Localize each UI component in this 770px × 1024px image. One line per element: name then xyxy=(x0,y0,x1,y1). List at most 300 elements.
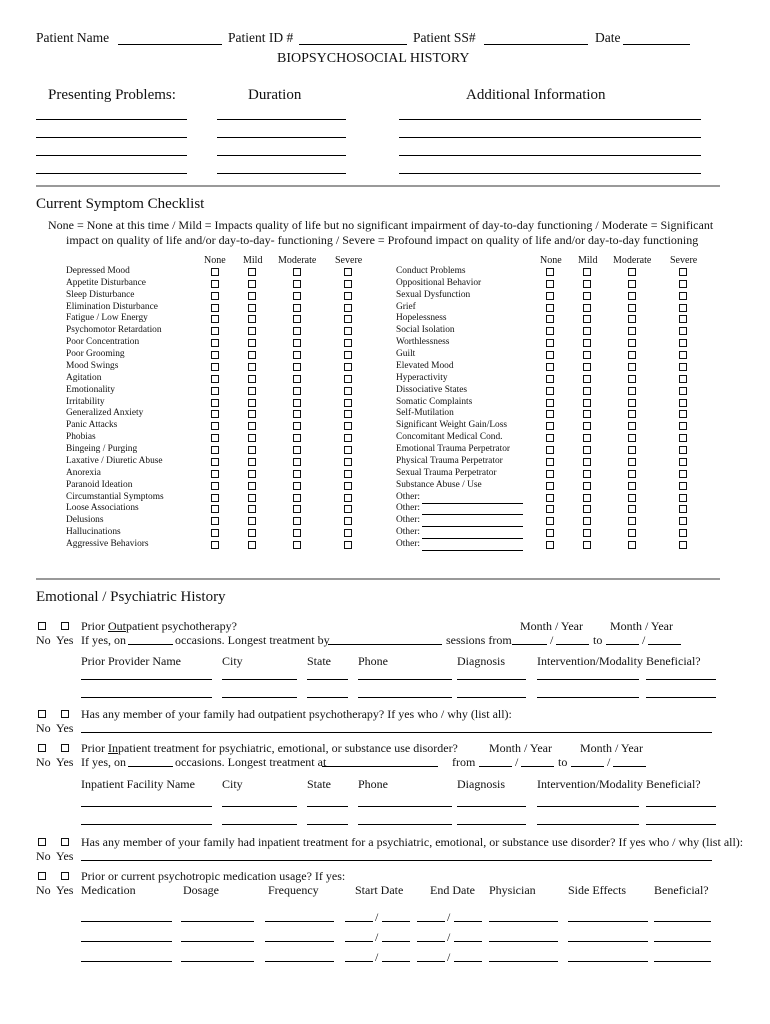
right-mild-checkbox[interactable] xyxy=(583,458,591,466)
left-mild-checkbox[interactable] xyxy=(248,529,256,537)
inpatient-cell-field[interactable] xyxy=(81,806,212,807)
left-mild-checkbox[interactable] xyxy=(248,541,256,549)
right-mild-checkbox[interactable] xyxy=(583,280,591,288)
end-month-field[interactable] xyxy=(417,961,445,962)
duration-line-2[interactable] xyxy=(217,137,346,138)
duration-line-4[interactable] xyxy=(217,173,346,174)
right-severe-checkbox[interactable] xyxy=(679,494,687,502)
left-moderate-checkbox[interactable] xyxy=(293,529,301,537)
medication-cell-field[interactable] xyxy=(654,921,711,922)
left-mild-checkbox[interactable] xyxy=(248,315,256,323)
outpatient-to-month-field[interactable] xyxy=(606,644,639,645)
left-none-checkbox[interactable] xyxy=(211,422,219,430)
right-moderate-checkbox[interactable] xyxy=(628,458,636,466)
inpatient-occasions-field[interactable] xyxy=(128,766,173,767)
duration-line-1[interactable] xyxy=(217,119,346,120)
left-moderate-checkbox[interactable] xyxy=(293,327,301,335)
right-mild-checkbox[interactable] xyxy=(583,327,591,335)
left-mild-checkbox[interactable] xyxy=(248,268,256,276)
outpatient-cell-field[interactable] xyxy=(307,679,348,680)
right-none-checkbox[interactable] xyxy=(546,351,554,359)
left-moderate-checkbox[interactable] xyxy=(293,446,301,454)
inpatient-cell-field[interactable] xyxy=(358,824,452,825)
left-moderate-checkbox[interactable] xyxy=(293,422,301,430)
right-none-checkbox[interactable] xyxy=(546,422,554,430)
left-severe-checkbox[interactable] xyxy=(344,339,352,347)
additional-info-line-3[interactable] xyxy=(399,155,701,156)
right-severe-checkbox[interactable] xyxy=(679,399,687,407)
left-mild-checkbox[interactable] xyxy=(248,458,256,466)
outpatient-cell-field[interactable] xyxy=(358,697,452,698)
left-moderate-checkbox[interactable] xyxy=(293,292,301,300)
other-symptom-field[interactable] xyxy=(422,503,523,504)
medication-cell-field[interactable] xyxy=(654,941,711,942)
left-severe-checkbox[interactable] xyxy=(344,505,352,513)
left-severe-checkbox[interactable] xyxy=(344,375,352,383)
right-mild-checkbox[interactable] xyxy=(583,434,591,442)
outpatient-cell-field[interactable] xyxy=(457,679,526,680)
inpatient-cell-field[interactable] xyxy=(457,806,526,807)
right-moderate-checkbox[interactable] xyxy=(628,327,636,335)
additional-info-line-2[interactable] xyxy=(399,137,701,138)
left-mild-checkbox[interactable] xyxy=(248,494,256,502)
right-none-checkbox[interactable] xyxy=(546,292,554,300)
other-symptom-field[interactable] xyxy=(422,538,523,539)
right-severe-checkbox[interactable] xyxy=(679,434,687,442)
left-moderate-checkbox[interactable] xyxy=(293,280,301,288)
left-severe-checkbox[interactable] xyxy=(344,434,352,442)
outpatient-occasions-field[interactable] xyxy=(128,644,173,645)
right-mild-checkbox[interactable] xyxy=(583,422,591,430)
medication-cell-field[interactable] xyxy=(568,941,648,942)
end-year-field[interactable] xyxy=(454,941,482,942)
left-mild-checkbox[interactable] xyxy=(248,351,256,359)
left-none-checkbox[interactable] xyxy=(211,458,219,466)
left-moderate-checkbox[interactable] xyxy=(293,517,301,525)
right-mild-checkbox[interactable] xyxy=(583,304,591,312)
right-severe-checkbox[interactable] xyxy=(679,458,687,466)
left-none-checkbox[interactable] xyxy=(211,517,219,525)
right-mild-checkbox[interactable] xyxy=(583,375,591,383)
inpatient-longest-field[interactable] xyxy=(322,766,438,767)
right-severe-checkbox[interactable] xyxy=(679,327,687,335)
right-none-checkbox[interactable] xyxy=(546,482,554,490)
medication-cell-field[interactable] xyxy=(265,941,334,942)
outpatient-cell-field[interactable] xyxy=(646,679,716,680)
medication-cell-field[interactable] xyxy=(654,961,711,962)
left-none-checkbox[interactable] xyxy=(211,268,219,276)
right-none-checkbox[interactable] xyxy=(546,363,554,371)
left-moderate-checkbox[interactable] xyxy=(293,339,301,347)
left-none-checkbox[interactable] xyxy=(211,505,219,513)
right-none-checkbox[interactable] xyxy=(546,494,554,502)
left-none-checkbox[interactable] xyxy=(211,280,219,288)
medication-cell-field[interactable] xyxy=(181,921,254,922)
left-none-checkbox[interactable] xyxy=(211,410,219,418)
family-inpatient-answer-field[interactable] xyxy=(81,860,712,861)
left-mild-checkbox[interactable] xyxy=(248,387,256,395)
inpatient-cell-field[interactable] xyxy=(537,824,639,825)
left-severe-checkbox[interactable] xyxy=(344,541,352,549)
outpatient-yes-checkbox[interactable] xyxy=(61,622,69,630)
right-none-checkbox[interactable] xyxy=(546,446,554,454)
right-moderate-checkbox[interactable] xyxy=(628,315,636,323)
duration-label: Duration xyxy=(248,87,302,103)
left-mild-checkbox[interactable] xyxy=(248,399,256,407)
inpatient-yes-checkbox[interactable] xyxy=(61,744,69,752)
inpatient-cell-field[interactable] xyxy=(81,824,212,825)
left-none-checkbox[interactable] xyxy=(211,541,219,549)
left-severe-checkbox[interactable] xyxy=(344,470,352,478)
start-year-field[interactable] xyxy=(382,961,410,962)
left-none-checkbox[interactable] xyxy=(211,387,219,395)
left-severe-checkbox[interactable] xyxy=(344,268,352,276)
family-outpatient-no-checkbox[interactable] xyxy=(38,710,46,718)
left-none-checkbox[interactable] xyxy=(211,292,219,300)
outpatient-from-month-field[interactable] xyxy=(512,644,547,645)
right-mild-checkbox[interactable] xyxy=(583,470,591,478)
outpatient-cell-field[interactable] xyxy=(222,697,297,698)
right-severe-checkbox[interactable] xyxy=(679,351,687,359)
right-mild-checkbox[interactable] xyxy=(583,363,591,371)
left-severe-checkbox[interactable] xyxy=(344,482,352,490)
right-mild-checkbox[interactable] xyxy=(583,399,591,407)
right-severe-checkbox[interactable] xyxy=(679,422,687,430)
right-mild-checkbox[interactable] xyxy=(583,529,591,537)
problem-line-2[interactable] xyxy=(36,137,187,138)
right-moderate-checkbox[interactable] xyxy=(628,280,636,288)
family-outpatient-answer-field[interactable] xyxy=(81,732,712,733)
left-moderate-checkbox[interactable] xyxy=(293,458,301,466)
end-year-field[interactable] xyxy=(454,921,482,922)
left-moderate-checkbox[interactable] xyxy=(293,375,301,383)
left-none-checkbox[interactable] xyxy=(211,315,219,323)
right-moderate-checkbox[interactable] xyxy=(628,494,636,502)
inpatient-cell-field[interactable] xyxy=(646,806,716,807)
right-none-checkbox[interactable] xyxy=(546,387,554,395)
left-symptom-label: Poor Concentration xyxy=(66,337,140,348)
outpatient-cell-field[interactable] xyxy=(457,697,526,698)
left-mild-checkbox[interactable] xyxy=(248,434,256,442)
family-inpatient-no-checkbox[interactable] xyxy=(38,838,46,846)
left-none-checkbox[interactable] xyxy=(211,446,219,454)
left-mild-checkbox[interactable] xyxy=(248,304,256,312)
right-severe-checkbox[interactable] xyxy=(679,529,687,537)
outpatient-no-checkbox[interactable] xyxy=(38,622,46,630)
left-none-checkbox[interactable] xyxy=(211,470,219,478)
left-moderate-checkbox[interactable] xyxy=(293,304,301,312)
left-mild-checkbox[interactable] xyxy=(248,470,256,478)
left-mild-checkbox[interactable] xyxy=(248,482,256,490)
right-moderate-checkbox[interactable] xyxy=(628,304,636,312)
outpatient-cell-field[interactable] xyxy=(358,679,452,680)
inpatient-to-year-field[interactable] xyxy=(613,766,646,767)
medication-cell-field[interactable] xyxy=(81,921,172,922)
right-severe-checkbox[interactable] xyxy=(679,517,687,525)
left-severe-checkbox[interactable] xyxy=(344,315,352,323)
left-none-checkbox[interactable] xyxy=(211,327,219,335)
right-none-checkbox[interactable] xyxy=(546,434,554,442)
right-severe-checkbox[interactable] xyxy=(679,304,687,312)
outpatient-cell-field[interactable] xyxy=(646,697,716,698)
right-none-checkbox[interactable] xyxy=(546,315,554,323)
right-mild-checkbox[interactable] xyxy=(583,482,591,490)
left-mild-checkbox[interactable] xyxy=(248,517,256,525)
left-moderate-checkbox[interactable] xyxy=(293,363,301,371)
medication-cell-field[interactable] xyxy=(489,921,558,922)
medication-cell-field[interactable] xyxy=(568,961,648,962)
right-none-checkbox[interactable] xyxy=(546,505,554,513)
right-severe-checkbox[interactable] xyxy=(679,375,687,383)
outpatient-cell-field[interactable] xyxy=(537,697,639,698)
left-mild-checkbox[interactable] xyxy=(248,505,256,513)
inpatient-from-month-field[interactable] xyxy=(479,766,512,767)
right-moderate-checkbox[interactable] xyxy=(628,410,636,418)
right-moderate-checkbox[interactable] xyxy=(628,529,636,537)
right-severe-checkbox[interactable] xyxy=(679,363,687,371)
left-moderate-checkbox[interactable] xyxy=(293,482,301,490)
right-mild-checkbox[interactable] xyxy=(583,505,591,513)
outpatient-from-year-field[interactable] xyxy=(556,644,589,645)
start-month-field[interactable] xyxy=(345,921,373,922)
end-month-field[interactable] xyxy=(417,941,445,942)
right-severe-checkbox[interactable] xyxy=(679,446,687,454)
medication-cell-field[interactable] xyxy=(489,941,558,942)
right-severe-checkbox[interactable] xyxy=(679,268,687,276)
right-moderate-checkbox[interactable] xyxy=(628,517,636,525)
right-moderate-checkbox[interactable] xyxy=(628,292,636,300)
right-moderate-checkbox[interactable] xyxy=(628,399,636,407)
outpatient-cell-field[interactable] xyxy=(307,697,348,698)
right-moderate-checkbox[interactable] xyxy=(628,339,636,347)
outpatient-cell-field[interactable] xyxy=(81,679,212,680)
right-severe-checkbox[interactable] xyxy=(679,541,687,549)
right-none-checkbox[interactable] xyxy=(546,517,554,525)
right-none-checkbox[interactable] xyxy=(546,268,554,276)
outpatient-longest-field[interactable] xyxy=(328,644,442,645)
inpatient-no-checkbox[interactable] xyxy=(38,744,46,752)
left-moderate-checkbox[interactable] xyxy=(293,315,301,323)
medication-cell-field[interactable] xyxy=(81,961,172,962)
left-severe-checkbox[interactable] xyxy=(344,446,352,454)
right-moderate-checkbox[interactable] xyxy=(628,446,636,454)
right-none-checkbox[interactable] xyxy=(546,458,554,466)
left-mild-checkbox[interactable] xyxy=(248,410,256,418)
right-none-checkbox[interactable] xyxy=(546,375,554,383)
left-moderate-checkbox[interactable] xyxy=(293,351,301,359)
right-mild-checkbox[interactable] xyxy=(583,446,591,454)
right-severe-checkbox[interactable] xyxy=(679,505,687,513)
left-moderate-checkbox[interactable] xyxy=(293,387,301,395)
inpatient-cell-field[interactable] xyxy=(358,806,452,807)
left-moderate-checkbox[interactable] xyxy=(293,470,301,478)
left-moderate-checkbox[interactable] xyxy=(293,494,301,502)
inpatient-cell-field[interactable] xyxy=(646,824,716,825)
right-moderate-checkbox[interactable] xyxy=(628,541,636,549)
right-mild-checkbox[interactable] xyxy=(583,292,591,300)
left-none-checkbox[interactable] xyxy=(211,482,219,490)
left-mild-checkbox[interactable] xyxy=(248,375,256,383)
right-severe-checkbox[interactable] xyxy=(679,339,687,347)
medication-no-checkbox[interactable] xyxy=(38,872,46,880)
medication-yes-checkbox[interactable] xyxy=(61,872,69,880)
left-symptom-label: Poor Grooming xyxy=(66,349,125,360)
left-mild-checkbox[interactable] xyxy=(248,422,256,430)
left-severe-checkbox[interactable] xyxy=(344,410,352,418)
right-none-checkbox[interactable] xyxy=(546,399,554,407)
other-symptom-field[interactable] xyxy=(422,526,523,527)
left-severe-checkbox[interactable] xyxy=(344,387,352,395)
inpatient-cell-field[interactable] xyxy=(222,806,297,807)
medication-col-end-date: End Date xyxy=(430,883,475,897)
problem-line-4[interactable] xyxy=(36,173,187,174)
left-severe-checkbox[interactable] xyxy=(344,517,352,525)
left-mild-checkbox[interactable] xyxy=(248,280,256,288)
left-mild-checkbox[interactable] xyxy=(248,363,256,371)
start-month-field[interactable] xyxy=(345,941,373,942)
problem-line-1[interactable] xyxy=(36,119,187,120)
inpatient-cell-field[interactable] xyxy=(307,806,348,807)
right-mild-checkbox[interactable] xyxy=(583,517,591,525)
problem-line-3[interactable] xyxy=(36,155,187,156)
inpatient-to-month-field[interactable] xyxy=(571,766,604,767)
left-none-checkbox[interactable] xyxy=(211,351,219,359)
right-none-checkbox[interactable] xyxy=(546,280,554,288)
left-severe-checkbox[interactable] xyxy=(344,292,352,300)
right-mild-checkbox[interactable] xyxy=(583,494,591,502)
right-moderate-checkbox[interactable] xyxy=(628,470,636,478)
left-none-checkbox[interactable] xyxy=(211,399,219,407)
left-none-checkbox[interactable] xyxy=(211,363,219,371)
start-year-field[interactable] xyxy=(382,941,410,942)
other-symptom-field[interactable] xyxy=(422,550,523,551)
patient-name-field[interactable] xyxy=(118,44,222,45)
left-moderate-checkbox[interactable] xyxy=(293,410,301,418)
left-severe-checkbox[interactable] xyxy=(344,304,352,312)
right-severe-checkbox[interactable] xyxy=(679,482,687,490)
inpatient-cell-field[interactable] xyxy=(537,806,639,807)
outpatient-to-year-field[interactable] xyxy=(648,644,681,645)
left-severe-checkbox[interactable] xyxy=(344,458,352,466)
left-moderate-checkbox[interactable] xyxy=(293,434,301,442)
right-severe-checkbox[interactable] xyxy=(679,410,687,418)
right-none-checkbox[interactable] xyxy=(546,470,554,478)
right-moderate-checkbox[interactable] xyxy=(628,375,636,383)
right-severe-checkbox[interactable] xyxy=(679,470,687,478)
right-mild-checkbox[interactable] xyxy=(583,410,591,418)
medication-cell-field[interactable] xyxy=(265,921,334,922)
right-moderate-checkbox[interactable] xyxy=(628,351,636,359)
right-moderate-checkbox[interactable] xyxy=(628,482,636,490)
right-none-checkbox[interactable] xyxy=(546,304,554,312)
left-severe-checkbox[interactable] xyxy=(344,494,352,502)
right-moderate-checkbox[interactable] xyxy=(628,434,636,442)
left-mild-checkbox[interactable] xyxy=(248,327,256,335)
right-moderate-checkbox[interactable] xyxy=(628,268,636,276)
medication-cell-field[interactable] xyxy=(265,961,334,962)
start-year-field[interactable] xyxy=(382,921,410,922)
outpatient-cell-field[interactable] xyxy=(537,679,639,680)
inpatient-from-year-field[interactable] xyxy=(521,766,554,767)
right-severe-checkbox[interactable] xyxy=(679,315,687,323)
left-none-checkbox[interactable] xyxy=(211,434,219,442)
left-severe-checkbox[interactable] xyxy=(344,422,352,430)
medication-cell-field[interactable] xyxy=(568,921,648,922)
left-none-checkbox[interactable] xyxy=(211,304,219,312)
duration-line-3[interactable] xyxy=(217,155,346,156)
right-none-checkbox[interactable] xyxy=(546,327,554,335)
right-moderate-checkbox[interactable] xyxy=(628,387,636,395)
left-mild-checkbox[interactable] xyxy=(248,339,256,347)
right-mild-checkbox[interactable] xyxy=(583,268,591,276)
family-outpatient-yes-checkbox[interactable] xyxy=(61,710,69,718)
other-symptom-field[interactable] xyxy=(422,514,523,515)
left-moderate-checkbox[interactable] xyxy=(293,541,301,549)
left-moderate-checkbox[interactable] xyxy=(293,399,301,407)
left-severe-checkbox[interactable] xyxy=(344,363,352,371)
left-severe-checkbox[interactable] xyxy=(344,399,352,407)
left-severe-checkbox[interactable] xyxy=(344,327,352,335)
medication-cell-field[interactable] xyxy=(81,941,172,942)
left-moderate-checkbox[interactable] xyxy=(293,268,301,276)
medication-cell-field[interactable] xyxy=(181,941,254,942)
right-none-checkbox[interactable] xyxy=(546,410,554,418)
right-moderate-checkbox[interactable] xyxy=(628,363,636,371)
right-severe-checkbox[interactable] xyxy=(679,292,687,300)
right-mild-checkbox[interactable] xyxy=(583,541,591,549)
left-none-checkbox[interactable] xyxy=(211,339,219,347)
additional-info-line-1[interactable] xyxy=(399,119,701,120)
right-none-checkbox[interactable] xyxy=(546,529,554,537)
left-none-checkbox[interactable] xyxy=(211,494,219,502)
end-year-field[interactable] xyxy=(454,961,482,962)
right-moderate-checkbox[interactable] xyxy=(628,505,636,513)
right-severe-checkbox[interactable] xyxy=(679,387,687,395)
left-mild-checkbox[interactable] xyxy=(248,292,256,300)
date-field[interactable] xyxy=(623,44,690,45)
right-mild-checkbox[interactable] xyxy=(583,315,591,323)
right-mild-checkbox[interactable] xyxy=(583,339,591,347)
left-severe-checkbox[interactable] xyxy=(344,280,352,288)
family-inpatient-question: Has any member of your family had inpatient treatment for a psychiatric, emotional, or substance use disorder? If yes who / why (list all): xyxy=(81,835,744,849)
left-mild-checkbox[interactable] xyxy=(248,446,256,454)
left-severe-checkbox[interactable] xyxy=(344,351,352,359)
medication-cell-field[interactable] xyxy=(181,961,254,962)
inpatient-cell-field[interactable] xyxy=(307,824,348,825)
inpatient-cell-field[interactable] xyxy=(457,824,526,825)
medication-cell-field[interactable] xyxy=(489,961,558,962)
right-severe-checkbox[interactable] xyxy=(679,280,687,288)
left-none-checkbox[interactable] xyxy=(211,529,219,537)
outpatient-cell-field[interactable] xyxy=(81,697,212,698)
right-mild-checkbox[interactable] xyxy=(583,387,591,395)
patient-ss-field[interactable] xyxy=(484,44,588,45)
inpatient-cell-field[interactable] xyxy=(222,824,297,825)
left-severe-checkbox[interactable] xyxy=(344,529,352,537)
outpatient-cell-field[interactable] xyxy=(222,679,297,680)
family-inpatient-yes-checkbox[interactable] xyxy=(61,838,69,846)
right-none-checkbox[interactable] xyxy=(546,541,554,549)
right-none-checkbox[interactable] xyxy=(546,339,554,347)
right-moderate-checkbox[interactable] xyxy=(628,422,636,430)
additional-info-line-4[interactable] xyxy=(399,173,701,174)
start-month-field[interactable] xyxy=(345,961,373,962)
patient-id-field[interactable] xyxy=(299,44,407,45)
end-month-field[interactable] xyxy=(417,921,445,922)
left-none-checkbox[interactable] xyxy=(211,375,219,383)
left-moderate-checkbox[interactable] xyxy=(293,505,301,513)
right-mild-checkbox[interactable] xyxy=(583,351,591,359)
